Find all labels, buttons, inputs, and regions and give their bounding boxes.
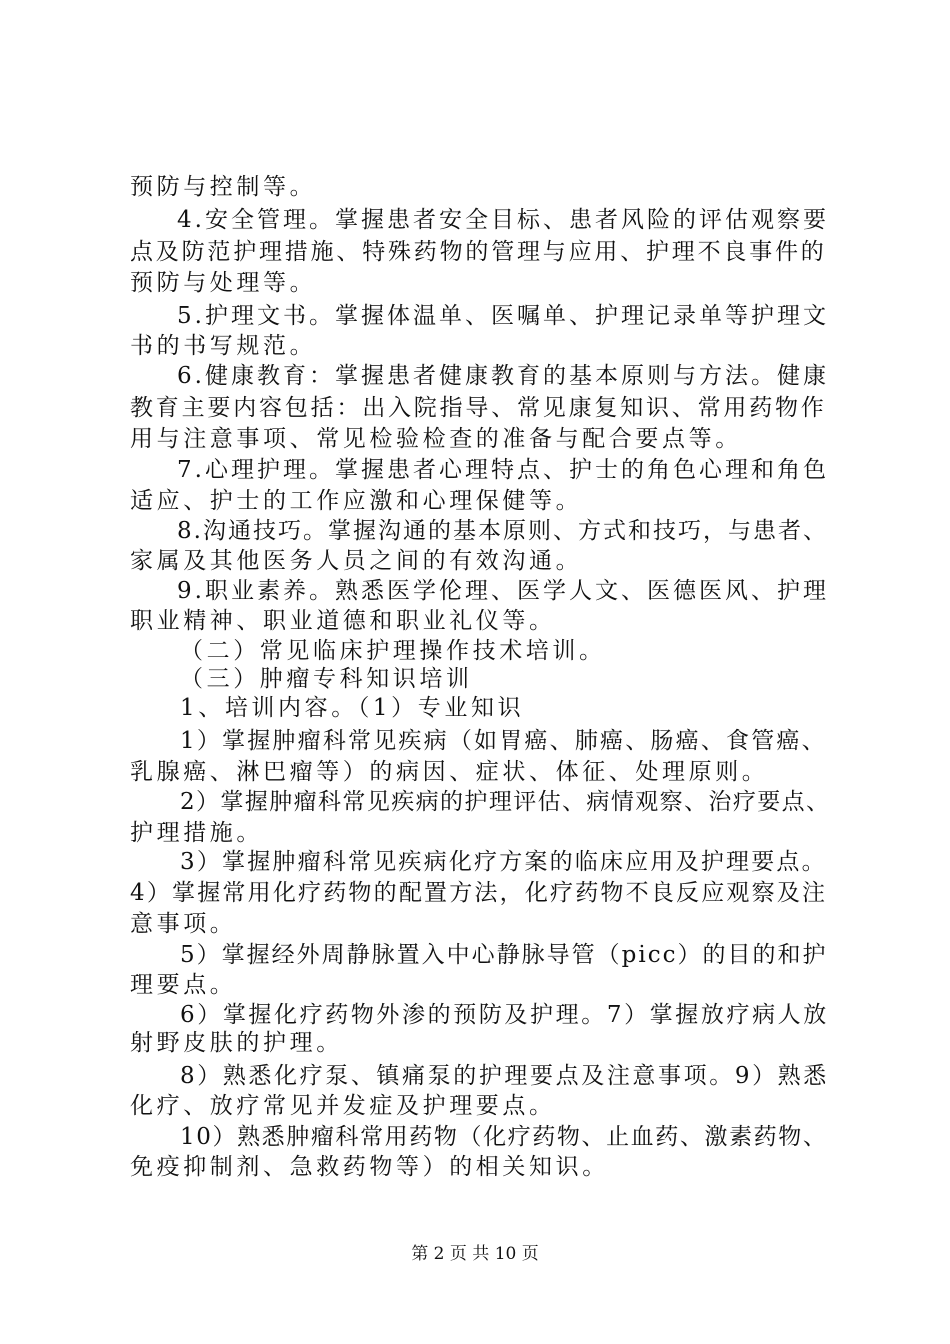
text-line: 预防与处理等。 bbox=[130, 270, 317, 296]
text-line: 8）熟悉化疗泵、镇痛泵的护理要点及注意事项。9）熟悉 bbox=[180, 1063, 829, 1089]
text-line: 2）掌握肿瘤科常见疾病的护理评估、病情观察、治疗要点、 bbox=[180, 789, 831, 815]
text-line: 9.职业素养。熟悉医学伦理、医学人文、医德医风、护理 bbox=[177, 578, 829, 604]
text-line: 6）掌握化疗药物外渗的预防及护理。7）掌握放疗病人放 bbox=[180, 1002, 829, 1028]
text-line: 书的书写规范。 bbox=[130, 333, 317, 359]
text-line: 用与注意事项、常见检验检查的准备与配合要点等。 bbox=[130, 426, 742, 452]
text-line: 适应、护士的工作应激和心理保健等。 bbox=[130, 488, 583, 514]
text-line: 乳腺癌、淋巴瘤等）的病因、症状、体征、处理原则。 bbox=[130, 759, 769, 785]
text-line: 护理措施。 bbox=[130, 820, 263, 846]
text-line: 点及防范护理措施、特殊药物的管理与应用、护理不良事件的 bbox=[130, 239, 827, 265]
text-line: 1）掌握肿瘤科常见疾病（如胃癌、肺癌、肠癌、食管癌、 bbox=[180, 728, 827, 754]
text-line: 5）掌握经外周静脉置入中心静脉导管（picc）的目的和护 bbox=[180, 942, 828, 968]
text-line: 意事项。 bbox=[130, 911, 237, 937]
text-line: 3）掌握肿瘤科常见疾病化疗方案的临床应用及护理要点。 bbox=[180, 849, 827, 875]
text-line: 预防与控制等。 bbox=[130, 174, 317, 200]
text-line: 10）熟悉肿瘤科常用药物（化疗药物、止血药、激素药物、 bbox=[180, 1124, 828, 1150]
text-line: 教育主要内容包括：出入院指导、常见康复知识、常用药物作 bbox=[130, 395, 827, 421]
text-line: 4.安全管理。掌握患者安全目标、患者风险的评估观察要 bbox=[177, 207, 829, 233]
text-line: 4）掌握常用化疗药物的配置方法，化疗药物不良反应观察及注 bbox=[130, 880, 828, 906]
text-line: （三）肿瘤专科知识培训 bbox=[180, 666, 473, 692]
text-line: 射野皮肤的护理。 bbox=[130, 1030, 343, 1056]
text-line: （二）常见临床护理操作技术培训。 bbox=[180, 638, 606, 664]
text-line: 7.心理护理。掌握患者心理特点、护士的角色心理和角色 bbox=[177, 457, 829, 483]
text-line: 职业精神、职业道德和职业礼仪等。 bbox=[130, 608, 556, 634]
text-line: 5.护理文书。掌握体温单、医嘱单、护理记录单等护理文 bbox=[177, 303, 829, 329]
text-line: 6.健康教育：掌握患者健康教育的基本原则与方法。健康 bbox=[177, 363, 829, 389]
text-line: 免疫抑制剂、急救药物等）的相关知识。 bbox=[130, 1154, 609, 1180]
text-line: 8.沟通技巧。掌握沟通的基本原则、方式和技巧，与患者、 bbox=[177, 518, 828, 544]
text-line: 理要点。 bbox=[130, 972, 237, 998]
page-number-footer: 第 2 页 共 10 页 bbox=[411, 1244, 539, 1264]
text-line: 化疗、放疗常见并发症及护理要点。 bbox=[130, 1093, 556, 1119]
text-line: 1、培训内容。（1）专业知识 bbox=[180, 695, 525, 721]
text-line: 家属及其他医务人员之间的有效沟通。 bbox=[130, 548, 583, 574]
